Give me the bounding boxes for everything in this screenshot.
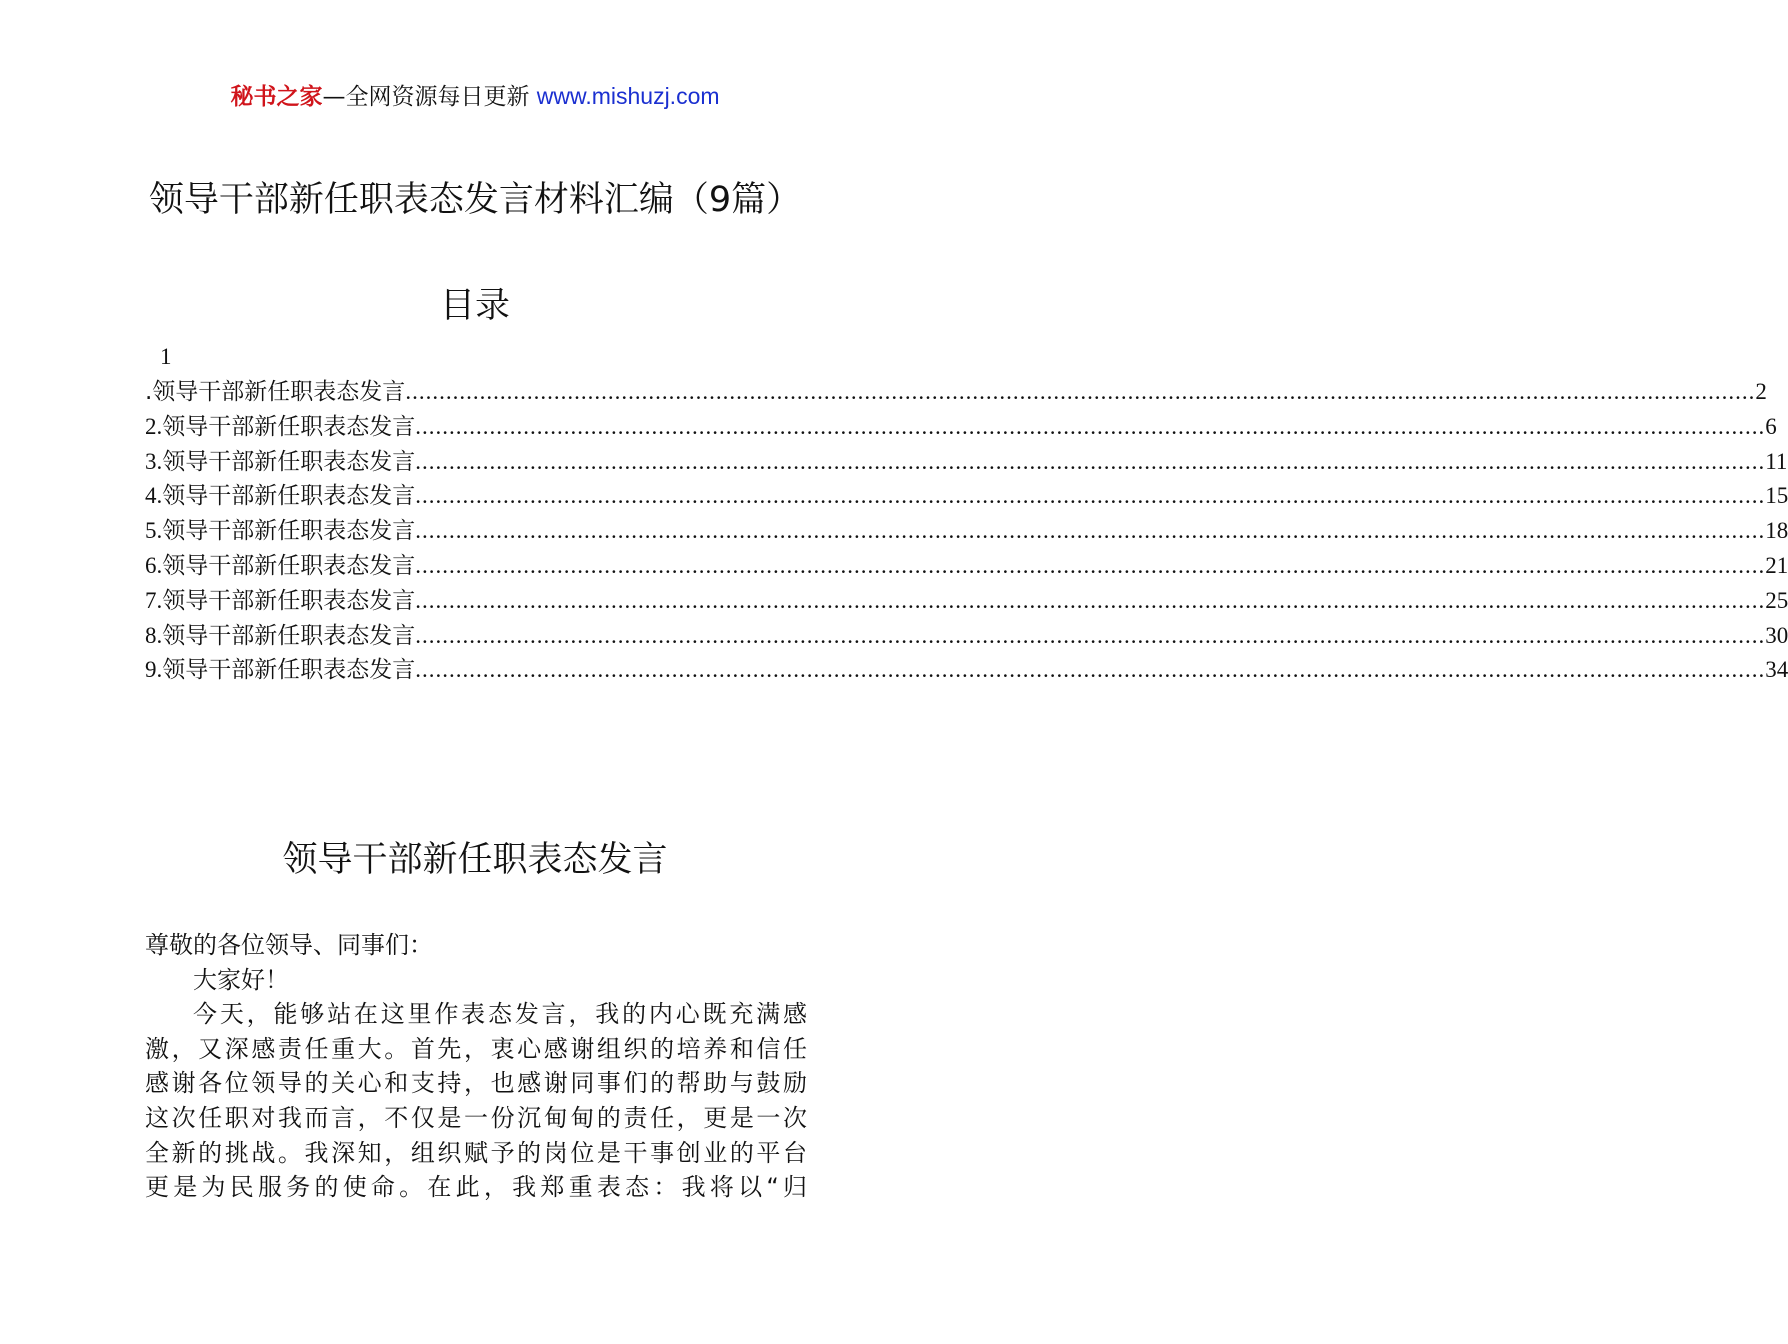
toc-entry-page: 34	[1765, 657, 1788, 683]
toc-entry-page: 11	[1765, 448, 1788, 474]
toc-heading: 目录	[439, 286, 510, 326]
toc-entry[interactable]	[145, 373, 1767, 408]
toc-leader-dots: ........................................................................................................................................................................................................	[415, 587, 1766, 613]
toc-entry-text: 领导干部新任职表态发言	[162, 587, 416, 614]
toc-entry-text: .领导干部新任职表态发言	[145, 379, 406, 405]
toc-entry-number: 4.	[145, 483, 163, 509]
toc-entry[interactable]	[145, 582, 1788, 617]
toc-entry-page: 6	[1765, 413, 1777, 439]
toc-leader-dots: ........................................................................................................................................................................................................	[415, 657, 1766, 683]
toc-leader-dots: ........................................................................................................................................................................................................	[415, 413, 1766, 439]
toc-entry-number: 8.	[145, 622, 163, 648]
toc-leader-dots: ........................................................................................................................................................................................................	[415, 483, 1766, 509]
section-title: 领导干部新任职表态发言	[282, 840, 668, 880]
site-header	[0, 80, 950, 113]
toc-entry-text: 领导干部新任职表态发言	[162, 413, 416, 440]
paragraph-line: 今天，能够站在这里作表态发言，我的内心既充满感	[193, 1000, 807, 1029]
salutation: 尊敬的各位领导、同事们：	[145, 931, 433, 959]
paragraph-line: 感谢各位领导的关心和支持，也感谢同事们的帮助与鼓励	[145, 1069, 807, 1098]
toc-entry[interactable]	[145, 443, 1788, 478]
toc-entry[interactable]	[145, 617, 1788, 652]
toc-entry-page: 2	[1755, 379, 1767, 404]
document-title: 领导干部新任职表态发言材料汇编（9篇）	[148, 180, 802, 220]
toc-first-number: 1	[160, 344, 172, 369]
toc-entry-number: 3.	[145, 448, 163, 474]
toc-entry-text: 领导干部新任职表态发言	[162, 518, 416, 545]
toc-entry-page: 30	[1765, 622, 1788, 648]
toc-entry-page: 15	[1765, 483, 1788, 509]
toc-entry[interactable]	[145, 408, 1777, 443]
site-tagline: —全网资源每日更新	[322, 84, 537, 110]
paragraph-line: 全新的挑战。我深知，组织赋予的岗位是干事创业的平台	[145, 1138, 807, 1167]
toc-entry[interactable]	[145, 651, 1788, 686]
paragraph-line: 这次任职对我而言，不仅是一份沉甸甸的责任，更是一次	[145, 1103, 807, 1132]
toc-entry-number: 5.	[145, 518, 163, 544]
toc-entry-text: 领导干部新任职表态发言	[162, 622, 416, 649]
toc-entry-number: 9.	[145, 657, 163, 683]
toc-entry-page: 21	[1765, 552, 1788, 578]
site-brand: 秘书之家	[230, 84, 323, 110]
toc-leader-dots: ........................................................................................................................................................................................................	[415, 552, 1766, 578]
toc-entry-text: 领导干部新任职表态发言	[162, 448, 416, 475]
toc-leader-dots: ........................................................................................................................................................................................................	[415, 448, 1766, 474]
paragraph-line: 激，又深感责任重大。首先，衷心感谢组织的培养和信任	[145, 1034, 807, 1063]
toc-entry-number: 7.	[145, 587, 163, 613]
toc-entry-text: 领导干部新任职表态发言	[162, 483, 416, 510]
toc-entry-text: 领导干部新任职表态发言	[162, 552, 416, 579]
toc-entry[interactable]	[145, 477, 1788, 512]
speech-body	[145, 928, 807, 1205]
greeting: 大家好！	[193, 965, 289, 994]
toc-leader-dots: ........................................................................................................................................................................................................	[415, 518, 1766, 544]
toc-entry-number: 2.	[145, 413, 163, 439]
toc-entry-page: 25	[1765, 587, 1788, 613]
toc-entry-text: 领导干部新任职表态发言	[162, 657, 416, 684]
paragraph-line: 更是为民服务的使命。在此，我郑重表态：我将以“归	[145, 1173, 807, 1202]
toc-entry-page: 18	[1765, 518, 1788, 544]
toc-leader-dots: ........................................................................................................................................................................................................	[405, 379, 1756, 404]
toc-leader-dots: ........................................................................................................................................................................................................	[415, 622, 1766, 648]
toc-entry-number: 6.	[145, 552, 163, 578]
table-of-contents	[145, 373, 1788, 686]
toc-entry[interactable]	[145, 512, 1788, 547]
toc-entry[interactable]	[145, 547, 1788, 582]
site-url[interactable]: www.mishuzj.com	[536, 83, 720, 109]
